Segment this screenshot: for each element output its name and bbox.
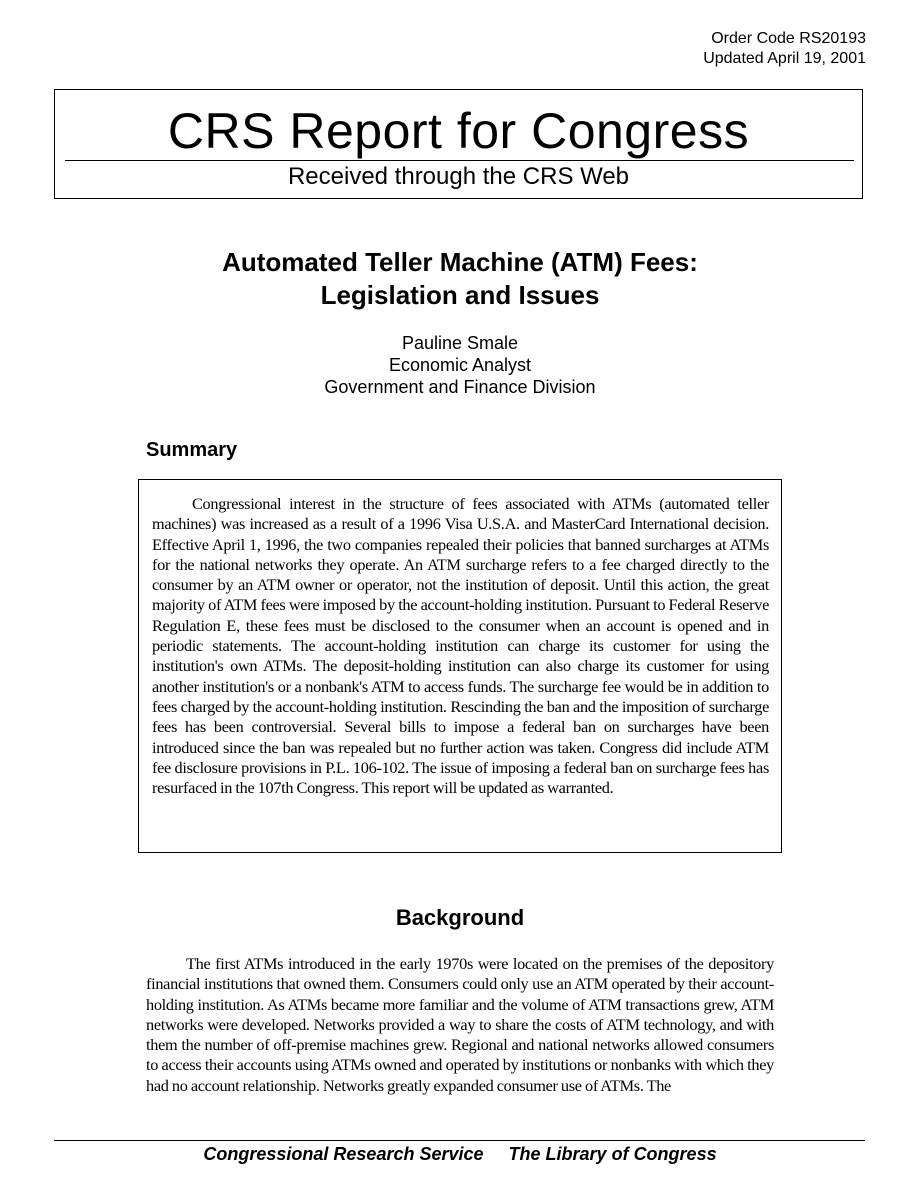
footer-loc: The Library of Congress — [508, 1144, 717, 1164]
summary-heading: Summary — [146, 439, 238, 461]
order-code: Order Code RS20193 — [711, 30, 866, 47]
summary-box — [138, 479, 782, 853]
report-banner — [54, 89, 863, 199]
author-block — [0, 332, 920, 398]
background-section — [146, 954, 774, 1096]
banner-divider — [65, 160, 854, 161]
page-footer — [0, 1143, 920, 1165]
footer-crs: Congressional Research Service — [203, 1144, 484, 1164]
title-line-1: Automated Teller Machine (ATM) Fees: — [222, 247, 698, 277]
updated-date: Updated April 19, 2001 — [703, 50, 866, 67]
summary-text: Congressional interest in the structure of fees associated with ATMs (automated teller machines) was increased as a result of a 1996 Visa U.S.A. and MasterCard International decision. Effective April 1, 1996, the two companies repealed their policies that banned surcharges at ATMs for the national networks they operate. An ATM surcharge refers to a fee charged directly to the consumer by an ATM owner or operator, not the institution of deposit. Until this action, the great majority of ATM fees were imposed by the account-holding institution. Pursuant to Federal Reserve Regulation E, these fees must be disclosed to the consumer when an account is opened and in periodic statements. The account-holding institution can charge its customer for using the institution's own ATMs. The deposit-holding institution can also charge its customer for using another institution's or a nonbank's ATM to access funds. The surcharge fee would be in addition to fees charged by the account-holding institution. Rescinding the ban and the imposition of surcharge fees has been controversial. Several bills to impose a federal ban on surcharges have been introduced since the ban was repealed but no further action was taken. Congress did include ATM fee disclosure provisions in P.L. 106-102. The issue of imposing a federal ban on surcharge fees has resurfaced in the 107th Congress. This report will be updated as warranted. — [152, 494, 769, 798]
document-title — [0, 246, 920, 312]
footer-divider — [54, 1140, 865, 1141]
author-role: Economic Analyst — [388, 355, 532, 375]
banner-subtitle: Received through the CRS Web — [287, 163, 630, 190]
banner-title: CRS Report for Congress — [167, 103, 750, 159]
background-heading: Background — [395, 905, 525, 930]
author-name: Pauline Smale — [401, 333, 519, 353]
author-division: Government and Finance Division — [324, 377, 596, 397]
background-text: The first ATMs introduced in the early 1970s were located on the premises of the depository financial institutions that owned them. Consumers could only use an ATM operated by their account-holding institution. As ATMs became more familiar and the volume of ATM transactions grew, ATM networks were developed. Networks provided a way to share the costs of ATM technology, and with them the number of off-premise machines grew. Regional and national networks allowed consumers to access their accounts using ATMs owned and operated by institutions or nonbanks with which they had no account relationship. Networks greatly expanded consumer use of ATMs. The — [146, 954, 774, 1095]
title-line-2: Legislation and Issues — [320, 280, 600, 310]
order-info — [703, 29, 866, 69]
